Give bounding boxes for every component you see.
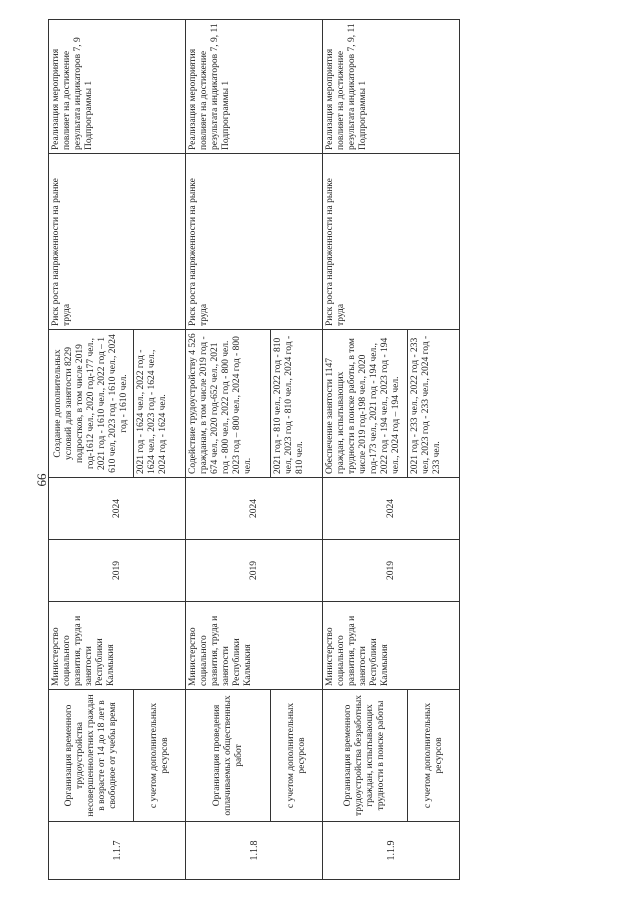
executor: Министерство социального развития, труда и занятости Республики Калмыкия [323, 602, 460, 690]
risk: Риск роста напряженности на рынке труда [186, 154, 323, 330]
additional-result: 2021 год - 1624 чел., 2022 год - 1624 чел., 2023 год - 1624 чел., 2024 год - 1624 чел. [134, 330, 186, 478]
impact: Реализация мероприятия повлияет на достижение результата индикаторов 7, 9 Подпрограммы 1 [49, 20, 186, 154]
start-year: 2019 [323, 540, 460, 602]
executor: Министерство социального развития, труда и занятости Республики Калмыкия [49, 602, 186, 690]
expected-result: Обеспечение занятости 1147 граждан, испытывающих трудности в поиске работы, в том числе 2019 год-198 чел., 2020 год-173 чел., 2021 год - 194 чел., 2022 год - 194 чел., 2023 год - 194 чел., 2024 год – 194 чел. [323, 330, 408, 478]
activity-name: Организация проведения оплачиваемых общественных работ [186, 690, 271, 822]
additional-result: 2021 год - 810 чел., 2022 год - 810 чел, 2023 год - 810 чел., 2024 год - 810 чел. [271, 330, 323, 478]
start-year: 2019 [49, 540, 186, 602]
expected-result: Содействие трудоустройству 4 526 гражданам, в том числе 2019 год - 674 чел., 2020 год-652 чел., 2021 год - 800 чел., 2022 год - 800 чел. 2023 год – 800 чел., 2024 год - 800 чел. [186, 330, 271, 478]
page-number: 66 [34, 473, 49, 487]
end-year: 2024 [323, 478, 460, 540]
table-row [186, 20, 271, 880]
impact: Реализация мероприятия повлияет на достижение результата индикаторов 7, 9, 11 Подпрограммы 1 [186, 20, 323, 154]
row-id: 1.1.7 [49, 822, 186, 880]
end-year: 2024 [186, 478, 323, 540]
impact: Реализация мероприятия повлияет на достижение результата индикаторов 7, 9, 11 Подпрограммы 1 [323, 20, 460, 154]
expected-result: Создание дополнительных условий для занятости 8229 подростков, в том числе 2019 год-1612 чел., 2020 год-177 чел., 2021 год - 1610 чел., 2022 год – 1 610 чел, 2023 год - 1610 чел., 2024 год - 1610 чел. [49, 330, 134, 478]
row-id: 1.1.9 [323, 822, 460, 880]
rotated-table-wrapper [48, 20, 458, 880]
table-row [49, 20, 134, 880]
additional-resources-label: с учетом дополнительных ресурсов [134, 690, 186, 822]
risk: Риск роста напряженности на рынке труда [323, 154, 460, 330]
row-id: 1.1.8 [186, 822, 323, 880]
activities-table [48, 19, 460, 880]
start-year: 2019 [186, 540, 323, 602]
activity-name: Организация временного трудоустройства безработных граждан, испытывающих трудности в поиске работы [323, 690, 408, 822]
risk: Риск роста напряженности на рынке труда [49, 154, 186, 330]
additional-resources-label: с учетом дополнительных ресурсов [271, 690, 323, 822]
table-row [323, 20, 408, 880]
additional-result: 2021 год - 233 чел., 2022 год - 233 чел, 2023 год - 233 чел., 2024 год - 233 чел. [408, 330, 460, 478]
activity-name: Организация временного трудоустройства несовершеннолетних граждан в возрасте от 14 до 18 лет в свободное от учебы время [49, 690, 134, 822]
end-year: 2024 [49, 478, 186, 540]
additional-resources-label: с учетом дополнительных ресурсов [408, 690, 460, 822]
executor: Министерство социального развития, труда и занятости Республики Калмыкия [186, 602, 323, 690]
